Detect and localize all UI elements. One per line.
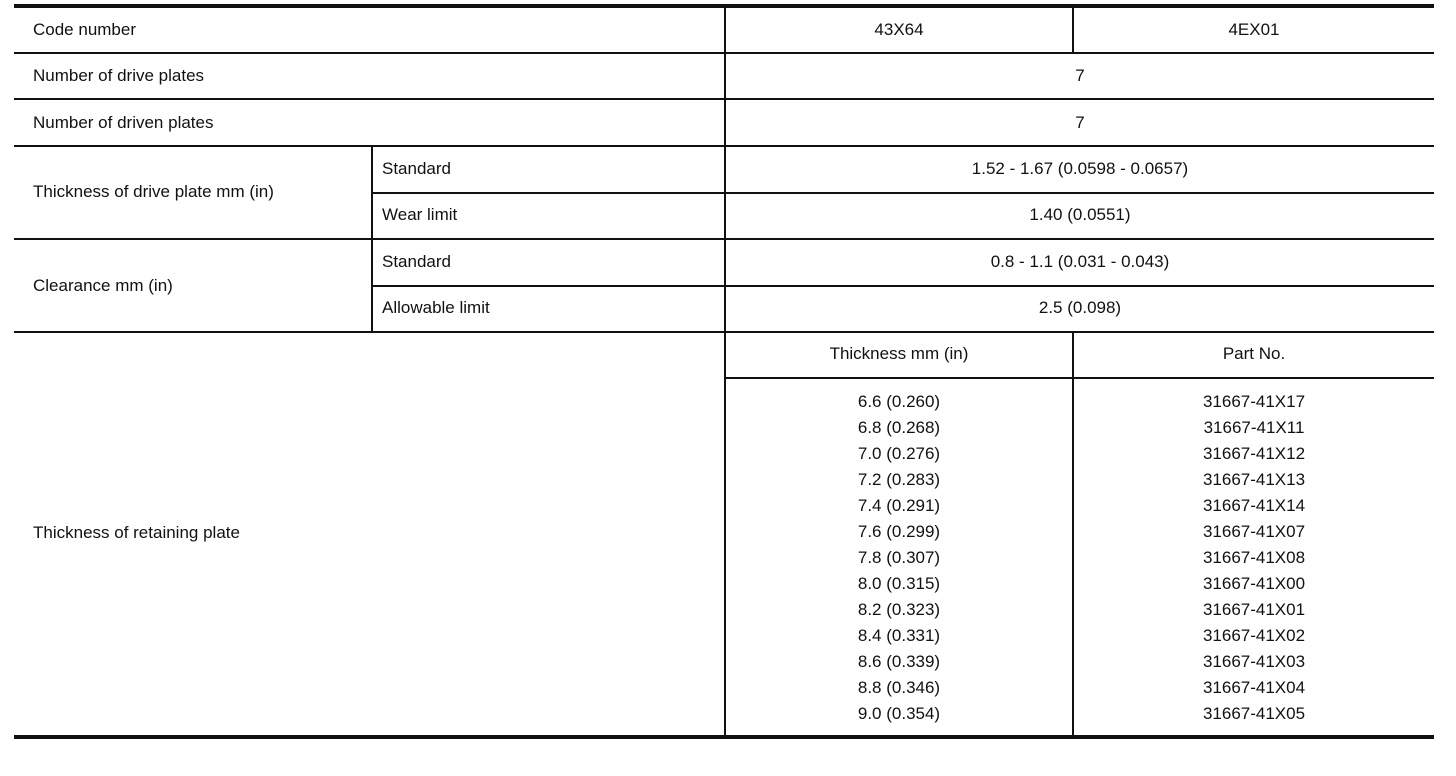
drive-plate-standard-value: 1.52 - 1.67 (0.0598 - 0.0657) [971,159,1189,178]
part-number-value: 31667-41X01 [1202,600,1306,619]
thickness-value: 8.4 (0.331) [857,626,941,645]
part-no-column-header: Part No. [1222,344,1286,363]
clutch-spec-table [14,0,1434,776]
clearance-allowable-label: Allowable limit [382,298,490,317]
part-number-list [1074,389,1434,727]
drive-plates-value: 7 [1075,66,1085,85]
part-number-value: 31667-41X08 [1202,548,1306,567]
code-number-col1: 43X64 [874,20,924,39]
part-number-value: 31667-41X02 [1202,626,1306,645]
code-number-col2: 4EX01 [1228,20,1280,39]
row-subdivider [371,192,1434,194]
part-number-value: 31667-41X11 [1203,418,1305,437]
drive-plate-standard-label: Standard [382,159,451,178]
part-number-value: 31667-41X12 [1202,444,1306,463]
clearance-label: Clearance mm (in) [33,276,173,295]
thickness-value: 7.8 (0.307) [857,548,941,567]
clearance-standard-label: Standard [382,252,451,271]
part-number-value: 31667-41X13 [1202,470,1306,489]
part-number-value: 31667-41X14 [1202,496,1306,515]
thickness-column-header: Thickness mm (in) [829,344,969,363]
driven-plates-label: Number of driven plates [33,113,214,132]
drive-plates-label: Number of drive plates [33,66,205,85]
thickness-value: 6.6 (0.260) [857,392,941,411]
part-number-value: 31667-41X07 [1202,522,1306,541]
part-number-value: 31667-41X05 [1202,704,1306,723]
thickness-value: 7.6 (0.299) [857,522,941,541]
thickness-value: 8.6 (0.339) [857,652,941,671]
row-subdivider [371,285,1434,287]
thickness-list [726,389,1072,727]
column-divider [371,145,373,331]
thickness-value: 7.4 (0.291) [857,496,941,515]
thickness-value: 8.2 (0.323) [857,600,941,619]
clearance-allowable-value: 2.5 (0.098) [1038,298,1122,317]
thickness-value: 7.2 (0.283) [857,470,941,489]
drive-plate-thickness-label: Thickness of drive plate mm (in) [33,182,274,201]
thickness-value: 6.8 (0.268) [857,418,941,437]
code-number-label: Code number [33,20,137,39]
driven-plates-value: 7 [1075,113,1085,132]
part-number-value: 31667-41X04 [1202,678,1306,697]
drive-plate-wear-label: Wear limit [382,205,458,224]
part-number-value: 31667-41X00 [1202,574,1306,593]
thickness-value: 7.0 (0.276) [857,444,941,463]
part-number-value: 31667-41X03 [1202,652,1306,671]
retaining-plate-label: Thickness of retaining plate [33,523,240,542]
subheader-divider [724,377,1434,379]
clearance-standard-value: 0.8 - 1.1 (0.031 - 0.043) [990,252,1170,271]
thickness-value: 8.8 (0.346) [857,678,941,697]
thickness-value: 8.0 (0.315) [857,574,941,593]
drive-plate-wear-value: 1.40 (0.0551) [1029,205,1131,224]
thickness-value: 9.0 (0.354) [857,704,941,723]
part-number-value: 31667-41X17 [1202,392,1306,411]
